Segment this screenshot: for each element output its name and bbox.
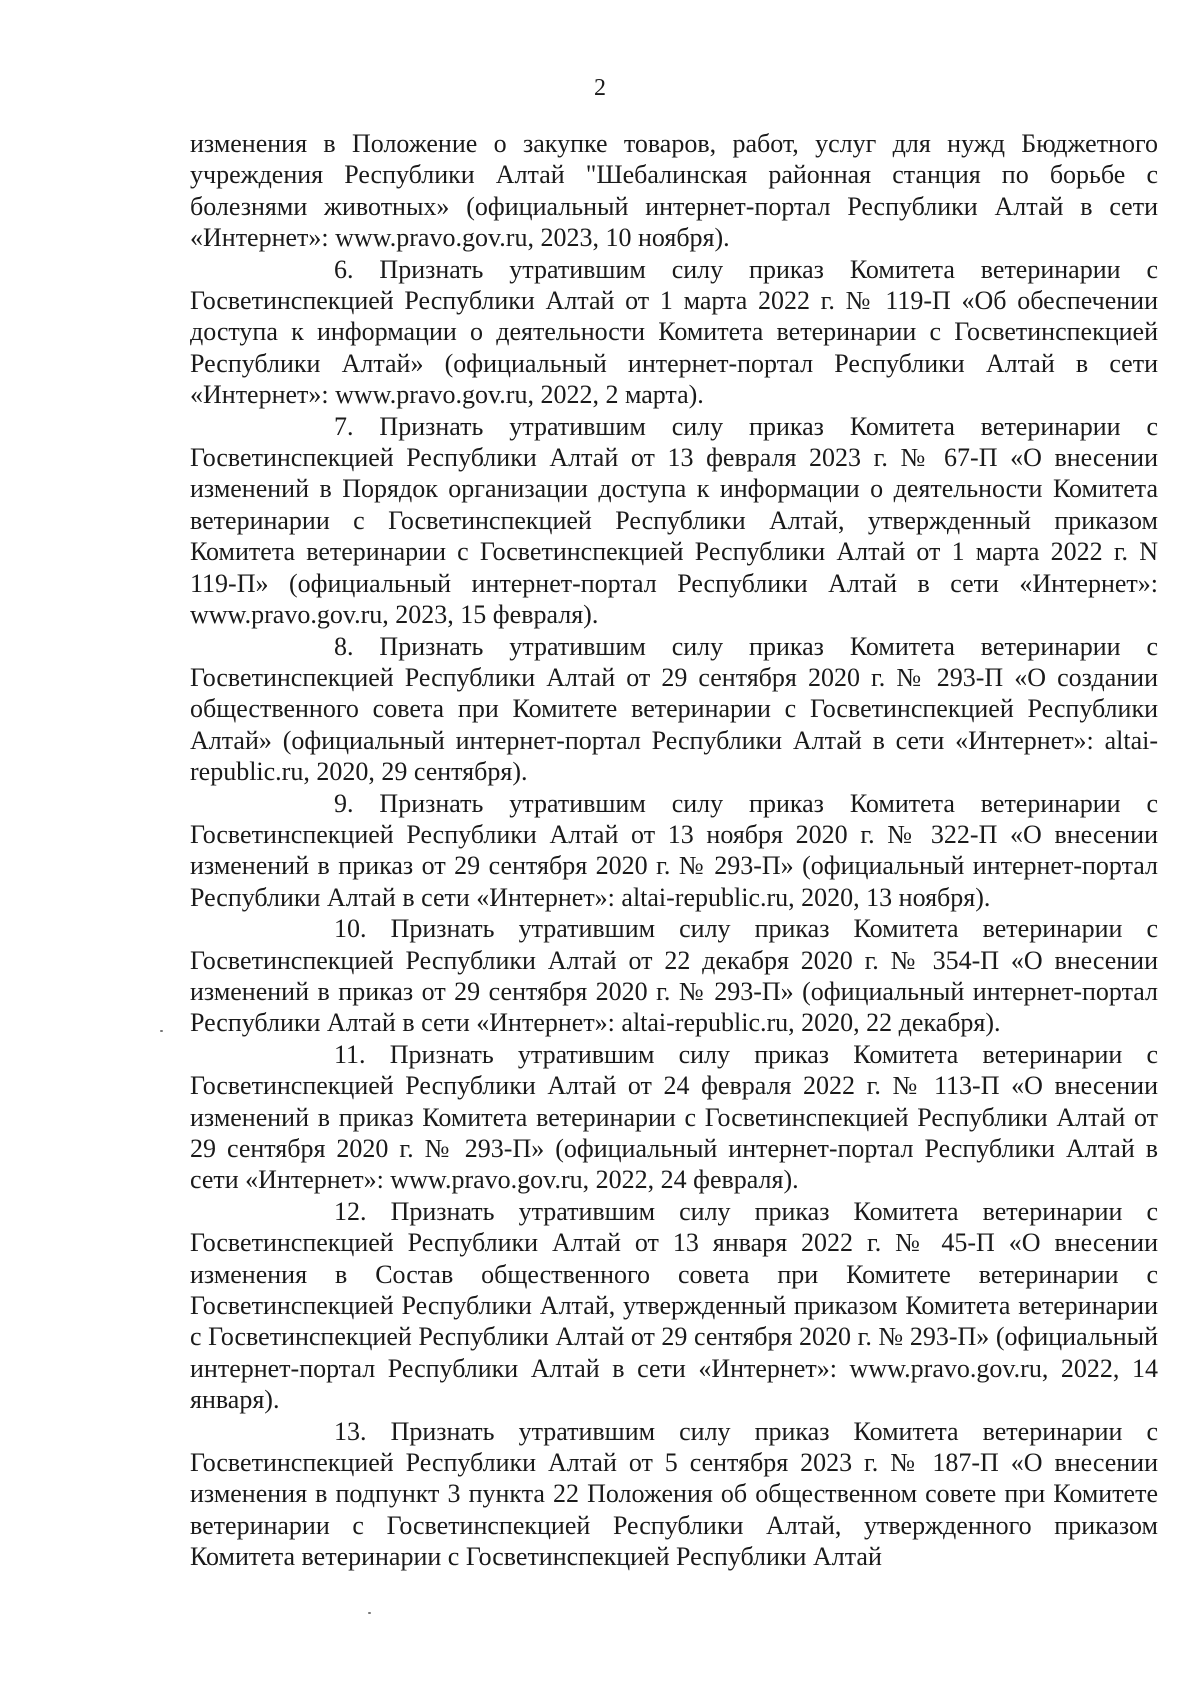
paragraph-item-11 <box>190 1039 1158 1196</box>
paragraph-item-13 <box>190 1416 1158 1573</box>
item-number: 11. <box>334 1039 366 1069</box>
paragraph-item-9 <box>190 788 1158 914</box>
page-number: 2 <box>594 75 606 101</box>
scan-speck <box>368 1612 371 1614</box>
paragraph-text: Признать утратившим силу приказ Комитета ветеринарии с Госветинспекцией Республики Алтай от 5 сентября 2023 г. № 187-П «О внесении изменения в подпункт 3 пункта 22 Положения об общественном совете при Комитете ветеринарии с Госветинспекцией Республики Алтай, утвержденного приказом Комитета ветеринарии с Госветинспекцией Республики Алтай <box>190 1416 1158 1572</box>
item-number: 13. <box>334 1416 367 1446</box>
item-number: 7. <box>334 411 354 441</box>
paragraph-text: Признать утратившим силу приказ Комитета ветеринарии с Госветинспекцией Республики Алтай от 29 сентября 2020 г. № 293-П «О создании общественного совета при Комитете ветеринарии с Госветинспекцией Республики Алтай» (официальный интернет-портал Республики Алтай в сети «Интернет»: altai-republic.ru, 2020, 29 сентября). <box>190 631 1158 787</box>
paragraph-continuation <box>190 128 1158 254</box>
item-number: 10. <box>334 914 367 944</box>
paragraph-text: Признать утратившим силу приказ Комитета ветеринарии с Госветинспекцией Республики Алтай от 13 ноября 2020 г. № 322-П «О внесении изменений в приказ от 29 сентября 2020 г. № 293-П» (официальный интернет-портал Республики Алтай в сети «Интернет»: altai-republic.ru, 2020, 13 ноября). <box>190 788 1158 912</box>
scan-speck <box>160 1030 163 1032</box>
paragraph-text: Признать утратившим силу приказ Комитета ветеринарии с Госветинспекцией Республики Алтай от 13 января 2022 г. № 45-П «О внесении изменения в Состав общественного совета при Комитете ветеринарии с Госветинспекцией Республики Алтай, утвержденный приказом Комитета ветеринарии с Госветинспекцией Республики Алтай от 29 сентября 2020 г. № 293-П» (официальный интернет-портал Республики Алтай в сети «Интернет»: www.pravo.gov.ru, 2022, 14 января). <box>190 1196 1158 1415</box>
paragraph-item-8 <box>190 631 1158 788</box>
paragraph-text: изменения в Положение о закупке товаров, работ, услуг для нужд Бюджетного учреждения Республики Алтай "Шебалинская районная станция по борьбе с болезнями животных» (официальный интернет-портал Республики Алтай в сети «Интернет»: www.pravo.gov.ru, 2023, 10 ноября). <box>190 129 1158 253</box>
paragraph-text: Признать утратившим силу приказ Комитета ветеринарии с Госветинспекцией Республики Алтай от 13 февраля 2023 г. № 67-П «О внесении изменений в Порядок организации доступа к информации о деятельности Комитета ветеринарии с Госветинспекцией Республики Алтай, утвержденный приказом Комитета ветеринарии с Госветинспекцией Республики Алтай от 1 марта 2022 г. N 119-П» (официальный интернет-портал Республики Алтай в сети «Интернет»: www.pravo.gov.ru, 2023, 15 февраля). <box>190 411 1158 630</box>
paragraph-item-10 <box>190 913 1158 1039</box>
paragraph-text: Признать утратившим силу приказ Комитета ветеринарии с Госветинспекцией Республики Алтай от 22 декабря 2020 г. № 354-П «О внесении изменений в приказ от 29 сентября 2020 г. № 293-П» (официальный интернет-портал Республики Алтай в сети «Интернет»: altai-republic.ru, 2020, 22 декабря). <box>190 914 1158 1038</box>
paragraph-item-7 <box>190 411 1158 631</box>
paragraph-item-12 <box>190 1196 1158 1416</box>
item-number: 8. <box>334 631 354 661</box>
document-body <box>190 128 1158 1573</box>
paragraph-text: Признать утратившим силу приказ Комитета ветеринарии с Госветинспекцией Республики Алтай от 1 марта 2022 г. № 119-П «Об обеспечении доступа к информации о деятельности Комитета ветеринарии с Госветинспекцией Республики Алтай» (официальный интернет-портал Республики Алтай в сети «Интернет»: www.pravo.gov.ru, 2022, 2 марта). <box>190 254 1158 410</box>
item-number: 9. <box>334 788 354 818</box>
paragraph-item-6 <box>190 254 1158 411</box>
item-number: 6. <box>334 254 354 284</box>
paragraph-text: Признать утратившим силу приказ Комитета ветеринарии с Госветинспекцией Республики Алтай от 24 февраля 2022 г. № 113-П «О внесении изменений в приказ Комитета ветеринарии с Госветинспекцией Республики Алтай от 29 сентября 2020 г. № 293-П» (официальный интернет-портал Республики Алтай в сети «Интернет»: www.pravo.gov.ru, 2022, 24 февраля). <box>190 1039 1159 1195</box>
item-number: 12. <box>334 1196 367 1226</box>
